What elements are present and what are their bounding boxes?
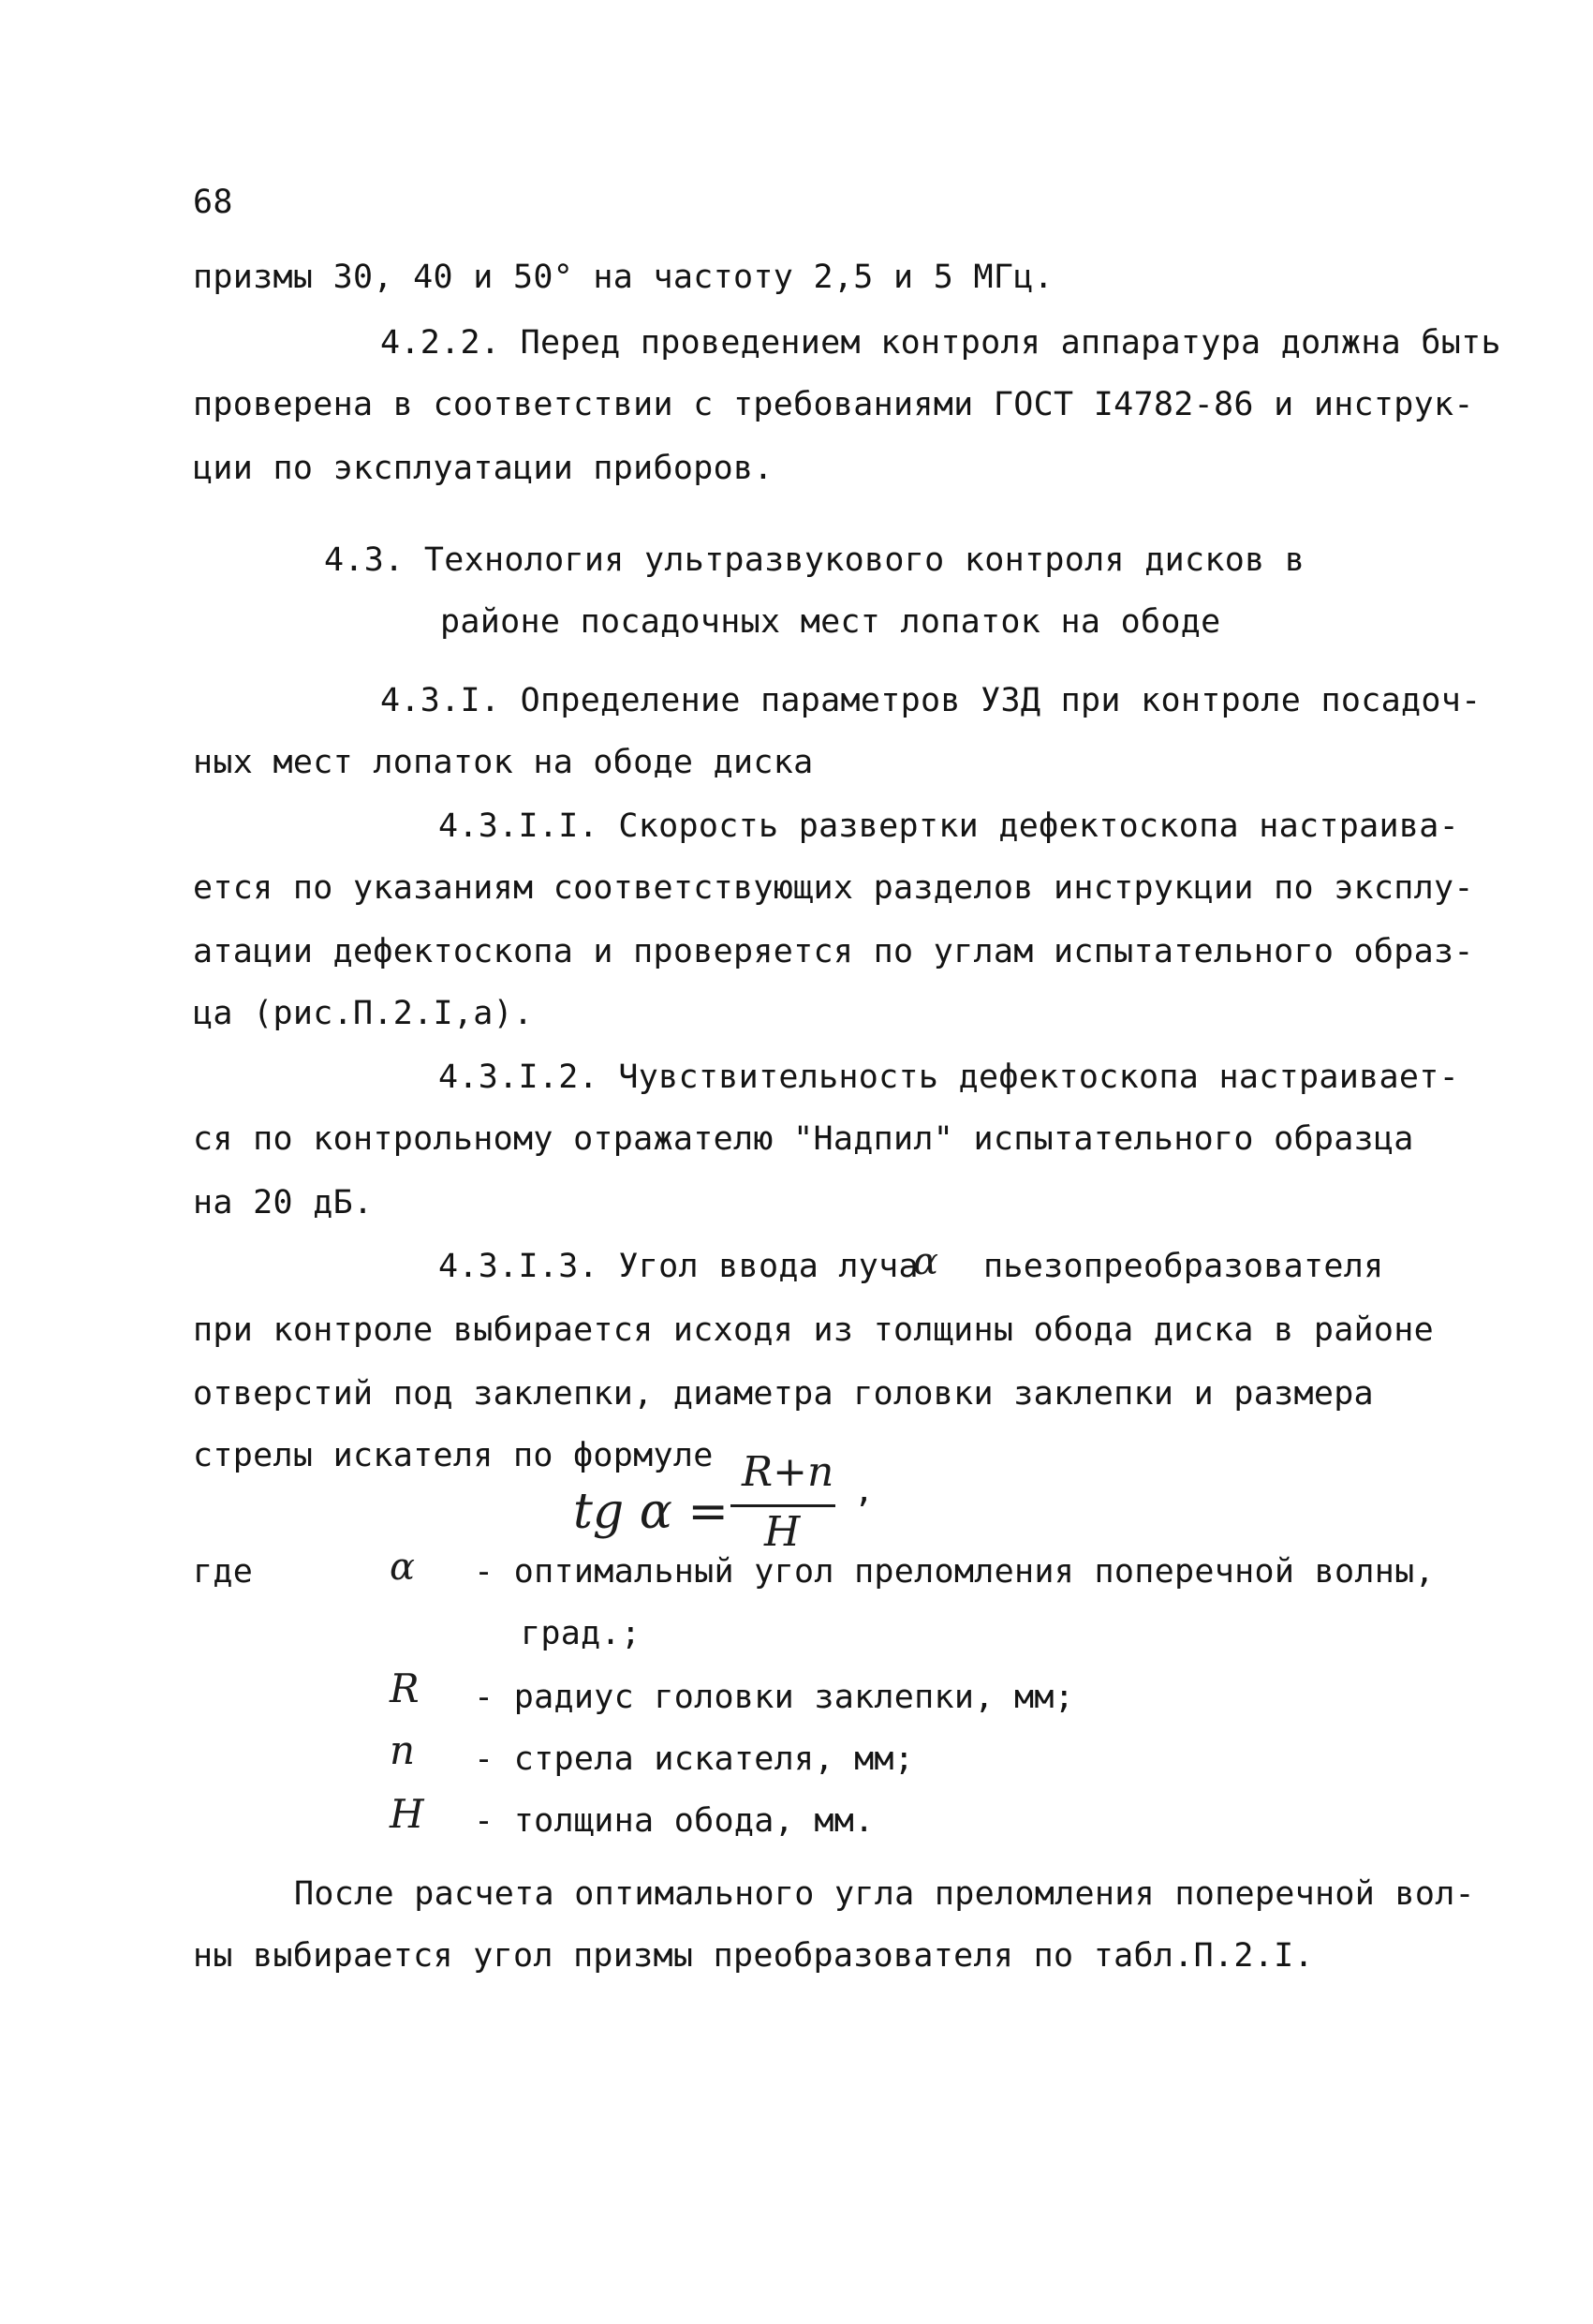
text-line: ца (рис.П.2.I,а). (193, 995, 534, 1032)
text-line: После расчета оптимального угла преломления поперечной вол- (294, 1875, 1475, 1913)
text-line: атации дефектоскопа и проверяется по углам испытательного образ- (193, 933, 1474, 970)
page-number: 68 (193, 184, 233, 221)
text-line: 4.3.I.3. Угол ввода луча (438, 1248, 919, 1285)
text-line: проверена в соответствии с требованиями ГОСТ I4782-86 и инструк- (193, 386, 1474, 423)
definition-text: - толщина обода, мм. (474, 1802, 875, 1840)
formula-comma: , (854, 1473, 875, 1510)
definition-symbol: H (390, 1791, 424, 1837)
section-heading: 4.3. Технология ультразвукового контроля дисков в (324, 541, 1305, 579)
text-line: 4.3.I. Определение параметров УЗД при контроле посадоч- (380, 682, 1482, 719)
text-line: 4.3.I.I. Скорость развертки дефектоскопа настраива- (438, 807, 1459, 845)
section-heading: районе посадочных мест лопаток на ободе (440, 603, 1221, 641)
text-line: ся по контрольному отражателю "Надпил" испытательного образца (193, 1120, 1414, 1158)
text-line: на 20 дБ. (193, 1184, 374, 1221)
text-line: ны выбирается угол призмы преобразователя по табл.П.2.I. (193, 1937, 1314, 1975)
definition-symbol: R (390, 1665, 420, 1711)
formula-numerator: R+n (742, 1448, 834, 1496)
text-line: отверстий под заклепки, диаметра головки заклепки и размера (193, 1375, 1374, 1413)
text-line: призмы 30, 40 и 50° на частоту 2,5 и 5 МГц. (193, 259, 1054, 296)
text-line: 4.3.I.2. Чувствительность дефектоскопа настраивает- (438, 1058, 1459, 1096)
definition-text: - оптимальный угол преломления поперечной волны, (474, 1553, 1435, 1591)
text-line: ции по эксплуатации приборов. (193, 450, 774, 487)
text-line: пьезопреобразователя (983, 1248, 1384, 1285)
definition-symbol: n (390, 1727, 416, 1773)
text-line: ется по указаниям соответствующих разделов инструкции по эксплу- (193, 869, 1474, 907)
definition-symbol: α (390, 1546, 416, 1589)
text-line: ных мест лопаток на ободе диска (193, 744, 814, 781)
text-line: при контроле выбирается исходя из толщины обода диска в районе (193, 1311, 1435, 1349)
alpha-symbol: α (913, 1240, 939, 1283)
fraction-bar (730, 1504, 835, 1507)
text-line: 4.2.2. Перед проведением контроля аппаратура должна быть (380, 324, 1501, 362)
formula-lhs: tg α = (573, 1484, 729, 1540)
definition-text: град.; (521, 1615, 642, 1652)
formula-denominator: H (764, 1508, 801, 1556)
text-line: стрелы искателя по формуле (193, 1437, 714, 1474)
definition-text: - радиус головки заклепки, мм; (474, 1679, 1075, 1716)
definition-text: - стрела искателя, мм; (474, 1740, 915, 1778)
where-label: где (193, 1553, 254, 1591)
